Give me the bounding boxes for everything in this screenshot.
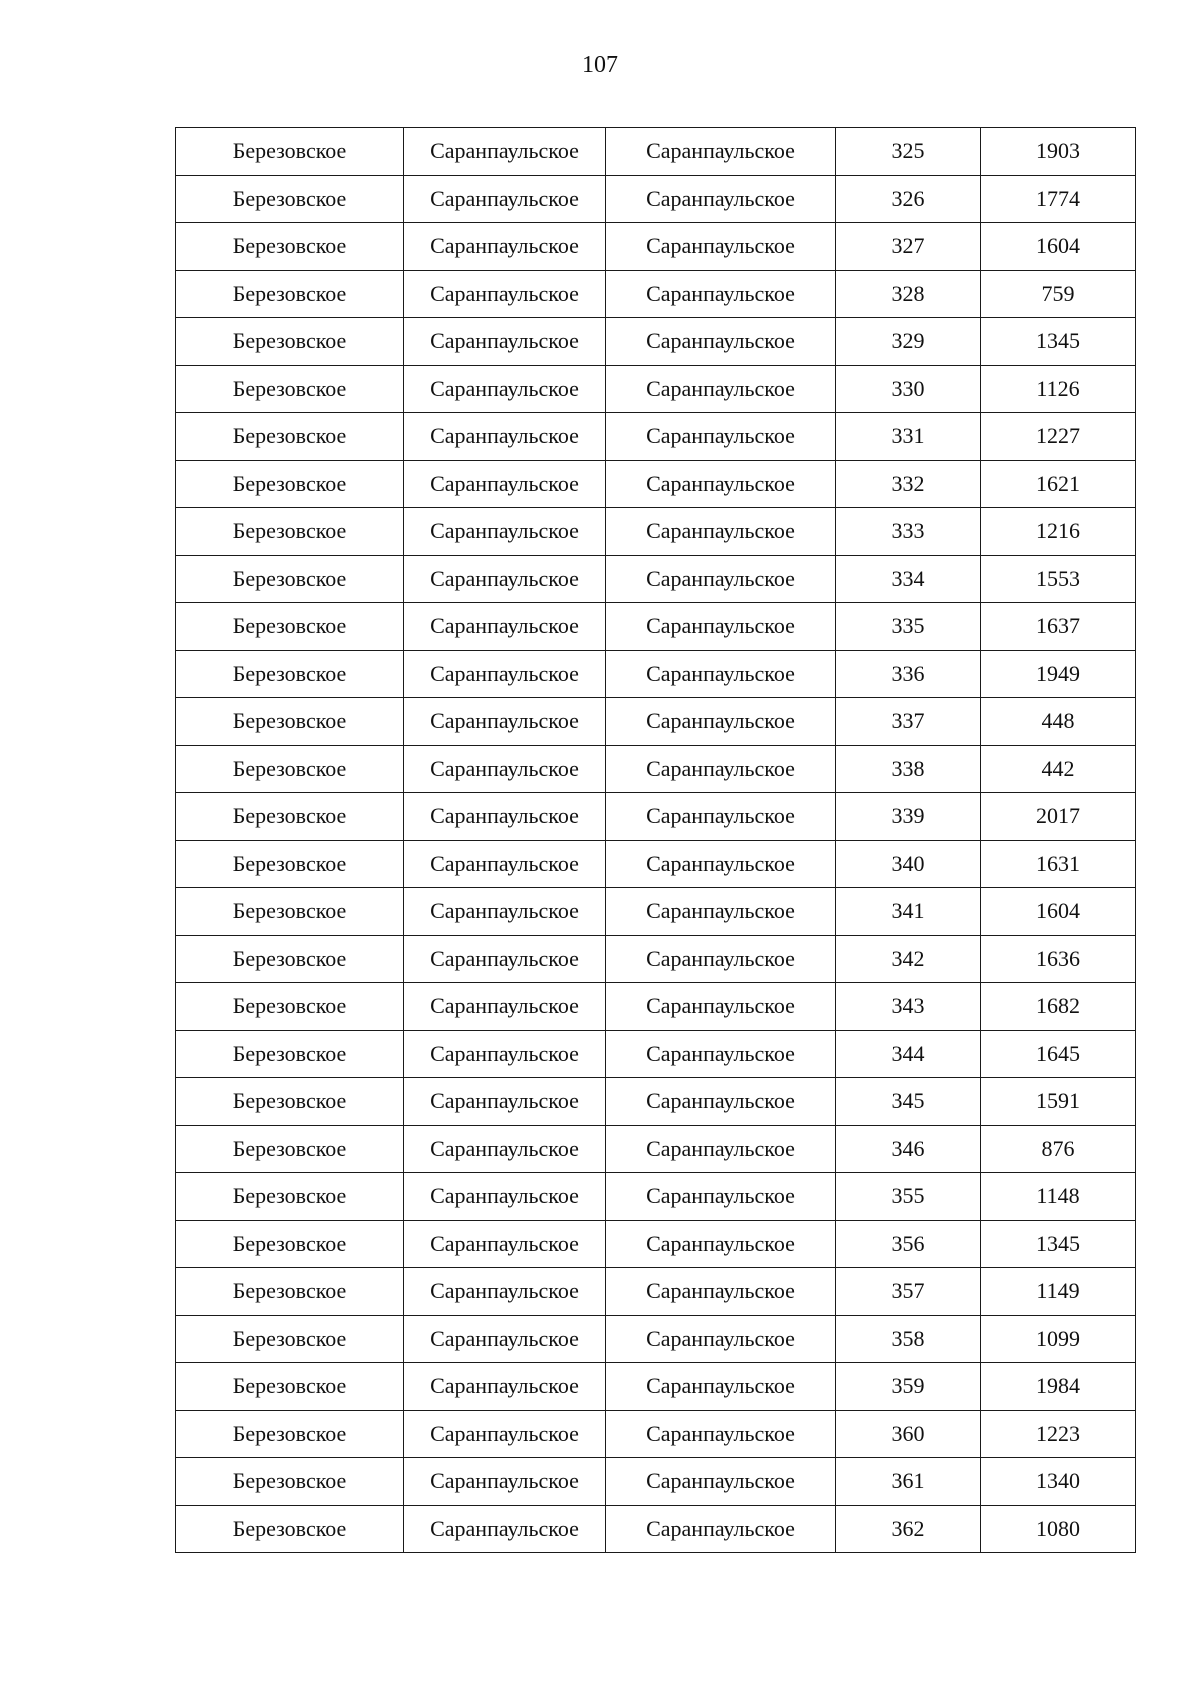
value-cell: 1223 xyxy=(981,1410,1136,1458)
district-cell: Березовское xyxy=(176,745,404,793)
number-cell: 360 xyxy=(836,1410,981,1458)
table-row xyxy=(176,1173,1136,1221)
number-cell: 362 xyxy=(836,1505,981,1553)
value-cell: 1099 xyxy=(981,1315,1136,1363)
table-row xyxy=(176,128,1136,176)
number-cell: 343 xyxy=(836,983,981,1031)
locality-cell: Саранпаульское xyxy=(606,1315,836,1363)
data-table xyxy=(175,127,1136,1553)
number-cell: 326 xyxy=(836,175,981,223)
locality-cell: Саранпаульское xyxy=(606,793,836,841)
settlement-cell: Саранпаульское xyxy=(404,1505,606,1553)
table-row xyxy=(176,1078,1136,1126)
number-cell: 355 xyxy=(836,1173,981,1221)
settlement-cell: Саранпаульское xyxy=(404,365,606,413)
number-cell: 339 xyxy=(836,793,981,841)
district-cell: Березовское xyxy=(176,1173,404,1221)
table-row xyxy=(176,365,1136,413)
settlement-cell: Саранпаульское xyxy=(404,175,606,223)
table-row xyxy=(176,1410,1136,1458)
locality-cell: Саранпаульское xyxy=(606,1173,836,1221)
settlement-cell: Саранпаульское xyxy=(404,270,606,318)
locality-cell: Саранпаульское xyxy=(606,1268,836,1316)
locality-cell: Саранпаульское xyxy=(606,460,836,508)
value-cell: 759 xyxy=(981,270,1136,318)
value-cell: 876 xyxy=(981,1125,1136,1173)
value-cell: 448 xyxy=(981,698,1136,746)
settlement-cell: Саранпаульское xyxy=(404,793,606,841)
locality-cell: Саранпаульское xyxy=(606,318,836,366)
locality-cell: Саранпаульское xyxy=(606,1125,836,1173)
locality-cell: Саранпаульское xyxy=(606,508,836,556)
locality-cell: Саранпаульское xyxy=(606,983,836,1031)
locality-cell: Саранпаульское xyxy=(606,175,836,223)
settlement-cell: Саранпаульское xyxy=(404,745,606,793)
table-row xyxy=(176,508,1136,556)
number-cell: 336 xyxy=(836,650,981,698)
district-cell: Березовское xyxy=(176,1458,404,1506)
locality-cell: Саранпаульское xyxy=(606,1505,836,1553)
number-cell: 344 xyxy=(836,1030,981,1078)
district-cell: Березовское xyxy=(176,223,404,271)
table-row xyxy=(176,603,1136,651)
value-cell: 1645 xyxy=(981,1030,1136,1078)
settlement-cell: Саранпаульское xyxy=(404,413,606,461)
district-cell: Березовское xyxy=(176,365,404,413)
value-cell: 1340 xyxy=(981,1458,1136,1506)
table-row xyxy=(176,460,1136,508)
table-row xyxy=(176,1458,1136,1506)
settlement-cell: Саранпаульское xyxy=(404,460,606,508)
table-row xyxy=(176,745,1136,793)
value-cell: 1148 xyxy=(981,1173,1136,1221)
table-row xyxy=(176,1268,1136,1316)
locality-cell: Саранпаульское xyxy=(606,413,836,461)
table-row xyxy=(176,1315,1136,1363)
value-cell: 1682 xyxy=(981,983,1136,1031)
settlement-cell: Саранпаульское xyxy=(404,1410,606,1458)
district-cell: Березовское xyxy=(176,460,404,508)
locality-cell: Саранпаульское xyxy=(606,1458,836,1506)
district-cell: Березовское xyxy=(176,888,404,936)
value-cell: 1553 xyxy=(981,555,1136,603)
number-cell: 361 xyxy=(836,1458,981,1506)
settlement-cell: Саранпаульское xyxy=(404,603,606,651)
district-cell: Березовское xyxy=(176,1078,404,1126)
table-row xyxy=(176,698,1136,746)
district-cell: Березовское xyxy=(176,935,404,983)
value-cell: 1903 xyxy=(981,128,1136,176)
district-cell: Березовское xyxy=(176,555,404,603)
number-cell: 327 xyxy=(836,223,981,271)
locality-cell: Саранпаульское xyxy=(606,745,836,793)
value-cell: 1080 xyxy=(981,1505,1136,1553)
number-cell: 331 xyxy=(836,413,981,461)
settlement-cell: Саранпаульское xyxy=(404,698,606,746)
number-cell: 359 xyxy=(836,1363,981,1411)
table-body xyxy=(176,128,1136,1553)
number-cell: 341 xyxy=(836,888,981,936)
district-cell: Березовское xyxy=(176,1505,404,1553)
value-cell: 1984 xyxy=(981,1363,1136,1411)
table-row xyxy=(176,1363,1136,1411)
district-cell: Березовское xyxy=(176,603,404,651)
number-cell: 329 xyxy=(836,318,981,366)
district-cell: Березовское xyxy=(176,1220,404,1268)
settlement-cell: Саранпаульское xyxy=(404,1315,606,1363)
table-row xyxy=(176,270,1136,318)
settlement-cell: Саранпаульское xyxy=(404,128,606,176)
page-number: 107 xyxy=(582,52,618,78)
locality-cell: Саранпаульское xyxy=(606,603,836,651)
table-row xyxy=(176,650,1136,698)
district-cell: Березовское xyxy=(176,1363,404,1411)
number-cell: 332 xyxy=(836,460,981,508)
district-cell: Березовское xyxy=(176,650,404,698)
settlement-cell: Саранпаульское xyxy=(404,650,606,698)
locality-cell: Саранпаульское xyxy=(606,650,836,698)
settlement-cell: Саранпаульское xyxy=(404,555,606,603)
number-cell: 337 xyxy=(836,698,981,746)
locality-cell: Саранпаульское xyxy=(606,223,836,271)
data-table-container xyxy=(175,127,1135,1553)
settlement-cell: Саранпаульское xyxy=(404,888,606,936)
locality-cell: Саранпаульское xyxy=(606,555,836,603)
settlement-cell: Саранпаульское xyxy=(404,1268,606,1316)
locality-cell: Саранпаульское xyxy=(606,1078,836,1126)
settlement-cell: Саранпаульское xyxy=(404,1173,606,1221)
table-row xyxy=(176,318,1136,366)
number-cell: 328 xyxy=(836,270,981,318)
table-row xyxy=(176,555,1136,603)
locality-cell: Саранпаульское xyxy=(606,888,836,936)
table-row xyxy=(176,888,1136,936)
district-cell: Березовское xyxy=(176,840,404,888)
table-row xyxy=(176,223,1136,271)
locality-cell: Саранпаульское xyxy=(606,1030,836,1078)
district-cell: Березовское xyxy=(176,1410,404,1458)
settlement-cell: Саранпаульское xyxy=(404,1078,606,1126)
settlement-cell: Саранпаульское xyxy=(404,935,606,983)
value-cell: 1621 xyxy=(981,460,1136,508)
value-cell: 1126 xyxy=(981,365,1136,413)
value-cell: 1591 xyxy=(981,1078,1136,1126)
settlement-cell: Саранпаульское xyxy=(404,1363,606,1411)
district-cell: Березовское xyxy=(176,175,404,223)
table-row xyxy=(176,840,1136,888)
locality-cell: Саранпаульское xyxy=(606,128,836,176)
locality-cell: Саранпаульское xyxy=(606,698,836,746)
number-cell: 340 xyxy=(836,840,981,888)
settlement-cell: Саранпаульское xyxy=(404,318,606,366)
value-cell: 1636 xyxy=(981,935,1136,983)
table-row xyxy=(176,1030,1136,1078)
value-cell: 1345 xyxy=(981,318,1136,366)
district-cell: Березовское xyxy=(176,983,404,1031)
district-cell: Березовское xyxy=(176,793,404,841)
value-cell: 1774 xyxy=(981,175,1136,223)
locality-cell: Саранпаульское xyxy=(606,935,836,983)
number-cell: 325 xyxy=(836,128,981,176)
settlement-cell: Саранпаульское xyxy=(404,1030,606,1078)
locality-cell: Саранпаульское xyxy=(606,1410,836,1458)
district-cell: Березовское xyxy=(176,270,404,318)
value-cell: 1227 xyxy=(981,413,1136,461)
number-cell: 335 xyxy=(836,603,981,651)
number-cell: 346 xyxy=(836,1125,981,1173)
table-row xyxy=(176,175,1136,223)
locality-cell: Саранпаульское xyxy=(606,1363,836,1411)
number-cell: 345 xyxy=(836,1078,981,1126)
value-cell: 1345 xyxy=(981,1220,1136,1268)
value-cell: 1637 xyxy=(981,603,1136,651)
number-cell: 333 xyxy=(836,508,981,556)
value-cell: 1604 xyxy=(981,888,1136,936)
district-cell: Березовское xyxy=(176,1125,404,1173)
settlement-cell: Саранпаульское xyxy=(404,1125,606,1173)
locality-cell: Саранпаульское xyxy=(606,365,836,413)
number-cell: 358 xyxy=(836,1315,981,1363)
settlement-cell: Саранпаульское xyxy=(404,1458,606,1506)
table-row xyxy=(176,1125,1136,1173)
settlement-cell: Саранпаульское xyxy=(404,840,606,888)
table-row xyxy=(176,1220,1136,1268)
locality-cell: Саранпаульское xyxy=(606,840,836,888)
table-row xyxy=(176,983,1136,1031)
value-cell: 2017 xyxy=(981,793,1136,841)
settlement-cell: Саранпаульское xyxy=(404,983,606,1031)
district-cell: Березовское xyxy=(176,413,404,461)
number-cell: 338 xyxy=(836,745,981,793)
district-cell: Березовское xyxy=(176,508,404,556)
locality-cell: Саранпаульское xyxy=(606,1220,836,1268)
value-cell: 1949 xyxy=(981,650,1136,698)
settlement-cell: Саранпаульское xyxy=(404,223,606,271)
table-row xyxy=(176,793,1136,841)
locality-cell: Саранпаульское xyxy=(606,270,836,318)
value-cell: 1216 xyxy=(981,508,1136,556)
district-cell: Березовское xyxy=(176,698,404,746)
number-cell: 330 xyxy=(836,365,981,413)
district-cell: Березовское xyxy=(176,318,404,366)
value-cell: 1631 xyxy=(981,840,1136,888)
number-cell: 342 xyxy=(836,935,981,983)
table-row xyxy=(176,935,1136,983)
district-cell: Березовское xyxy=(176,1268,404,1316)
number-cell: 356 xyxy=(836,1220,981,1268)
number-cell: 357 xyxy=(836,1268,981,1316)
district-cell: Березовское xyxy=(176,1030,404,1078)
settlement-cell: Саранпаульское xyxy=(404,1220,606,1268)
district-cell: Березовское xyxy=(176,1315,404,1363)
table-row xyxy=(176,1505,1136,1553)
value-cell: 1604 xyxy=(981,223,1136,271)
number-cell: 334 xyxy=(836,555,981,603)
value-cell: 1149 xyxy=(981,1268,1136,1316)
table-row xyxy=(176,413,1136,461)
value-cell: 442 xyxy=(981,745,1136,793)
district-cell: Березовское xyxy=(176,128,404,176)
settlement-cell: Саранпаульское xyxy=(404,508,606,556)
